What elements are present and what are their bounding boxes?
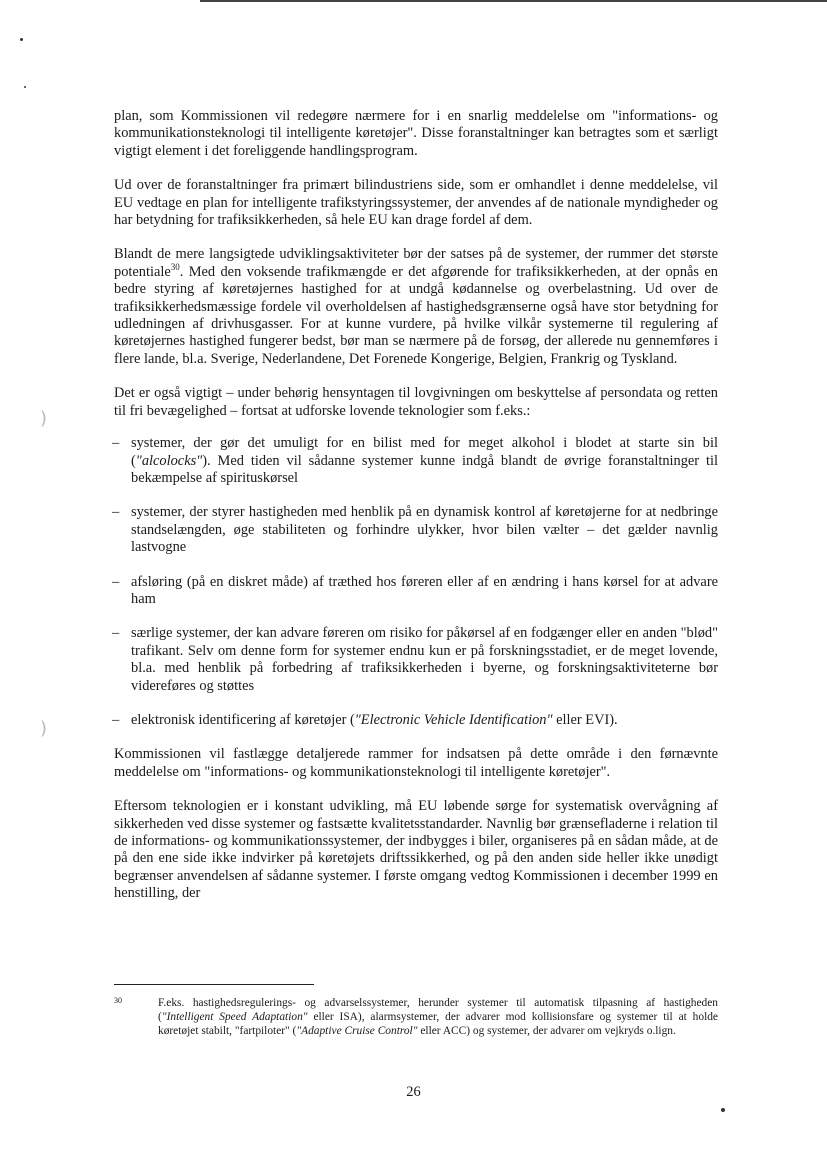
paragraph: Eftersom teknologien er i konstant udvikling, må EU løbende sørge for systematisk overvågning af sikkerheden ved disse systemer og fastsætte kvalitetsstandarder. Navnlig bør grænsefladerne i relation til de informations- og kommunikationssystemer, der indbygges i biler, organiseres på en sådan måde, at de på den ene side ikke indvirker på køretøjets driftssikkerhed, og på den anden side heller ikke unødigt begrænser anvendelsen af sådanne systemer. I første omgang vedtog Kommissionen i december 1999 en henstilling, der [114, 798, 718, 902]
list-item: – systemer, der gør det umuligt for en bilist med for meget alkohol i blodet at starte sin bil ("alcolocks"). Med tiden vil sådanne systemer kunne indgå blandt de øvrige foranstaltninger til bekæmpelse af spirituskørsel [112, 435, 718, 486]
list-dash: – [112, 573, 120, 590]
paragraph: Kommissionen vil fastlægge detaljerede rammer for indsatsen på dette område i den førnævnte meddelelse om "informations- og kommunikationsteknologi til intelligente køretøjer". [114, 746, 718, 780]
paragraph: Det er også vigtigt – under behørig hensyntagen til lovgivningen om beskyttelse af persondata og retten til fri bevægelighed – fortsat at udforske lovende teknologier som f.eks.: [114, 385, 718, 419]
list-item: – særlige systemer, der kan advare føreren om risiko for påkørsel af en fodgænger eller en anden "blød" trafikant. Selv om denne form for systemer endnu kun er på forskningsstadiet, er de meget lovende, bl.a. med henblik på forbedring af trafiksikkerheden i byerne, og forskningsaktiviteterne bør videreføres og støttes [112, 625, 718, 694]
list-dash: – [112, 711, 120, 728]
scan-speck [24, 86, 26, 88]
list-dash: – [112, 435, 120, 452]
paragraph: plan, som Kommissionen vil redegøre nærmere for i en snarlig meddelelse om "informations- og kommunikationsteknologi til intelligente køretøjer". Disse foranstaltninger kan betragtes som et særligt vigtigt element i det foreliggende handlingsprogram. [114, 108, 718, 159]
list-dash: – [112, 504, 120, 521]
margin-bracket-mark: ) [40, 718, 48, 739]
paragraph-text: Blandt de mere langsigtede udviklingsaktiviteter bør der satses på de systemer, der rummer det største potentiale [114, 246, 718, 280]
paragraph: Ud over de foranstaltninger fra primært bilindustriens side, som er omhandlet i denne meddelelse, vil EU vedtage en plan for intelligente trafikstyringssystemer, der anvendes af de nationale myndigheder og har betydning for trafiksikkerheden, så hele EU kan drage fordel af dem. [114, 177, 718, 229]
scan-speck [721, 1108, 725, 1112]
document-body [114, 108, 718, 920]
page-number: 26 [406, 1084, 421, 1100]
footnote [114, 996, 718, 1038]
scan-edge-line [200, 0, 827, 4]
list-item: – systemer, der styrer hastigheden med henblik på en dynamisk kontrol af køretøjerne for at nedbringe standselængden, øge stabiliteten og forhindre ulykker, hvor bilen vælter – det gælder navnlig lastvogne [112, 504, 718, 556]
paragraph [114, 246, 718, 368]
footnote-mark: 30 [114, 996, 122, 1005]
list-item: – afsløring (på en diskret måde) af træthed hos føreren eller af en ændring i hans kørsel for at advare ham [112, 573, 718, 607]
scan-speck [20, 38, 23, 41]
technology-list [114, 435, 718, 729]
margin-bracket-mark: ) [40, 408, 48, 429]
list-item: – elektronisk identificering af køretøjer ("Electronic Vehicle Identification" eller EVI). [112, 711, 618, 728]
footnote-separator [114, 984, 314, 985]
footnote-reference[interactable]: 30 [170, 262, 180, 273]
list-dash: – [112, 625, 120, 642]
footnote-text: F.eks. hastighedsregulerings- og advarselssystemer, herunder systemer til automatisk tilpasning af hastigheden ("Intelligent Speed Adaptation" eller ISA), alarmsystemer, der advarer mod kollisionsfare og systemer til at holde køretøjet stabilt, "fartpiloter" ("Adaptive Cruise Control" eller ACC) og systemer, der advarer om vejkryds o.lign. [158, 997, 718, 1037]
paragraph-text: . Med den voksende trafikmængde er det afgørende for trafiksikkerheden, at der opnås en bedre styring af køretøjernes hastighed for at undgå kødannelse og overbelastning. Ud over de trafiksikkerhedsmæssige fordele vil overholdelsen af hastighedsgrænserne også have stor betydning for udledningen af drivhusgasser. For at kunne vurdere, på hvilke vilkår systemerne til regulering af køretøjernes hastighed fungerer bedst, bør man se nærmere på de forsøg, der allerede nu gennemføres i flere lande, bl.a. Sverige, Nederlandene, Det Forenede Kongerige, Belgien, Frankrig og Tyskland. [114, 263, 718, 367]
